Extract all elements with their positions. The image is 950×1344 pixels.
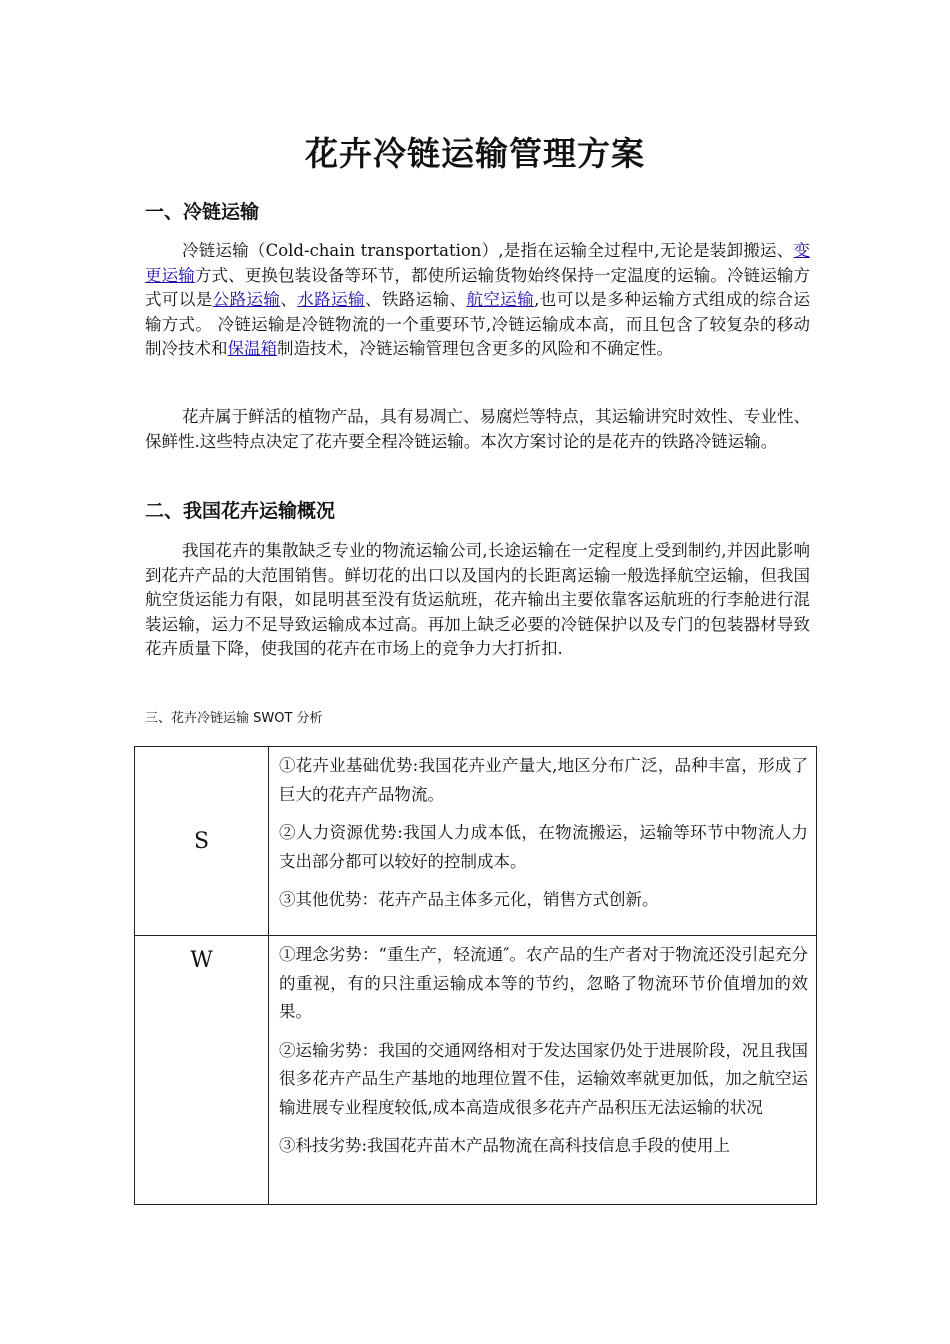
text-segment: 制造技术，冷链运输管理包含更多的风险和不确定性。 [277, 339, 673, 359]
text-segment: 冷链运输（Cold-chain transportation）,是指在运输全过程中,无论是装卸搬运、 [182, 241, 794, 260]
swot-s-item-1: ①花卉业基础优势:我国花卉业产量大,地区分布广泛，品种丰富，形成了巨大的花卉产品物流。 [279, 756, 808, 804]
paragraph-transport-overview: 我国花卉的集散缺乏专业的物流运输公司,长途运输在一定程度上受到制约,并因此影响到花卉产品的大范围销售。鲜切花的出口以及国内的长距离运输一般选择航空运输，但我国航空货运能力有限，如昆明甚至没有货运航班，花卉输出主要依靠客运航班的行李舱进行混装运输，运力不足导致运输成本过高。再加上缺乏必要的冷链保护以及专门的包装器材导致花卉质量下降，使我国的花卉在市场上的竞争力大打折扣. [145, 541, 810, 659]
swot-row-s [135, 747, 817, 936]
paragraph-cold-chain-definition [145, 239, 810, 362]
inline-link[interactable]: 航空运输 [466, 290, 535, 310]
text-segment: 、 [280, 290, 298, 310]
inline-link[interactable]: 水路运输 [297, 290, 365, 310]
swot-content-w [269, 936, 817, 1205]
document-title: 花卉冷链运输管理方案 [305, 134, 645, 173]
inline-link[interactable]: 保温箱 [227, 339, 277, 359]
text-segment: 、铁路运输、 [364, 290, 467, 310]
swot-s-item-2: ②人力资源优势:我国人力成本低，在物流搬运，运输等环节中物流人力支出部分都可以较好的控制成本。 [279, 823, 808, 871]
inline-link[interactable]: 公路运输 [212, 290, 281, 310]
swot-letter-s: S [135, 747, 269, 936]
swot-row-w [135, 936, 817, 1205]
inline-link[interactable]: 变更运输 [145, 241, 810, 285]
swot-w-item-3: ③科技劣势:我国花卉苗木产品物流在高科技信息手段的使用上 [279, 1136, 731, 1155]
swot-table [134, 746, 817, 1205]
paragraph-flower-characteristics: 花卉属于鲜活的植物产品，具有易凋亡、易腐烂等特点，其运输讲究时效性、专业性、保鲜性.这些特点决定了花卉要全程冷链运输。本次方案讨论的是花卉的铁路冷链运输。 [145, 407, 810, 451]
section-heading-cold-chain: 一、冷链运输 [145, 201, 260, 223]
text-segment: ,也可以是多种运输方式组成的综合运输方式。 冷链运输是冷链物流的一个重要环节,冷链运输成本高，而且包含了较复杂的移动制冷技术和 [145, 290, 811, 359]
text-segment: 方式、更换包装设备等环节，都使所运输货物始终保持一定温度的运输。冷链运输方式可以是 [145, 265, 811, 310]
swot-w-item-1: ①理念劣势：“重生产，轻流通″。农产品的生产者对于物流还没引起充分的重视，有的只注重运输成本等的节约，忽略了物流环节价值增加的效果。 [279, 945, 808, 1021]
swot-letter-w: W [135, 936, 269, 1205]
swot-caption: 三、花卉冷链运输 SWOT 分析 [145, 711, 323, 726]
swot-w-item-2: ②运输劣势：我国的交通网络相对于发达国家仍处于进展阶段，况且我国很多花卉产品生产基地的地理位置不佳，运输效率就更加低，加之航空运输进展专业程度较低,成本高造成很多花卉产品积压无法运输的状况 [279, 1040, 808, 1117]
section-heading-overview: 二、我国花卉运输概况 [145, 500, 336, 522]
swot-s-item-3: ③其他优势：花卉产品主体多元化，销售方式创新。 [279, 890, 659, 909]
swot-content-s [269, 747, 817, 936]
